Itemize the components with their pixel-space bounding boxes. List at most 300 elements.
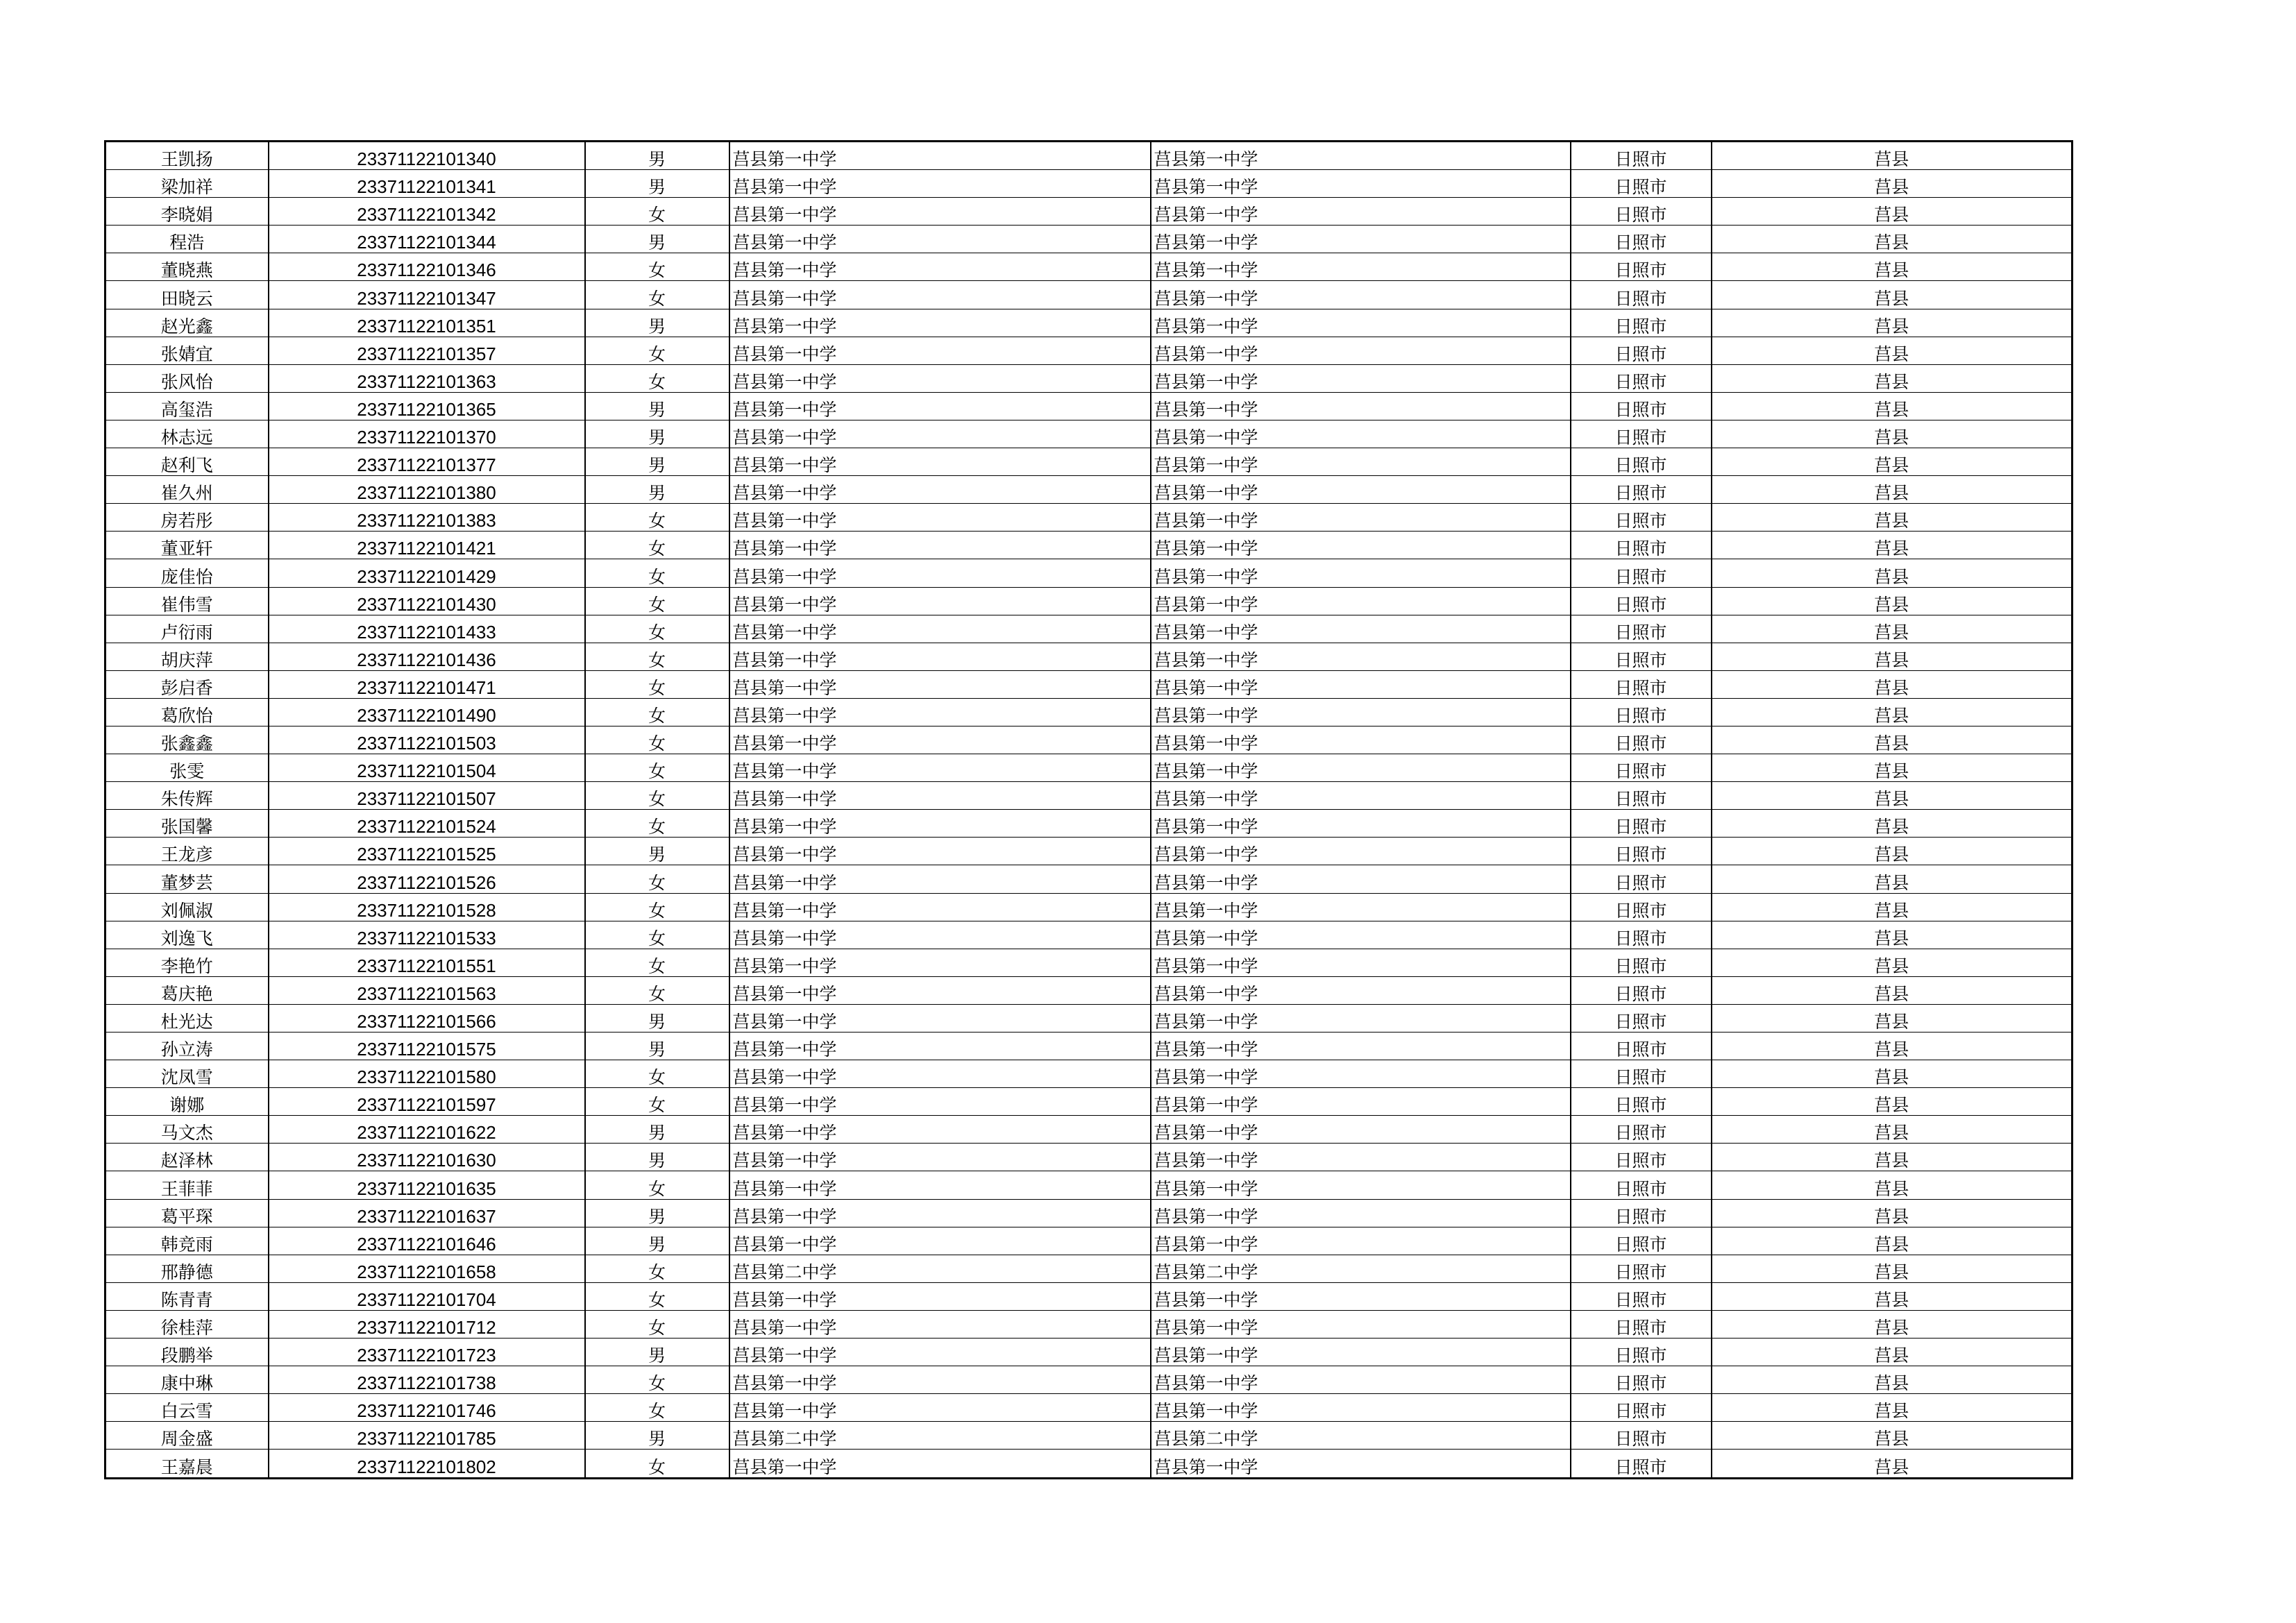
school-cell: 莒县第一中学: [729, 1227, 1151, 1255]
table-row: [105, 1004, 2073, 1032]
gender-cell: 女: [585, 782, 729, 810]
school-cell: 莒县第一中学: [729, 253, 1151, 281]
name-cell: 崔伟雪: [105, 587, 269, 615]
county-cell: 莒县: [1712, 476, 2073, 504]
gender-cell: 男: [585, 838, 729, 865]
exam-id-cell: 23371122101504: [269, 754, 585, 782]
exam-id-cell: 23371122101346: [269, 253, 585, 281]
table-row: [105, 1422, 2073, 1450]
gender-cell: 女: [585, 198, 729, 226]
exam-id-cell: 23371122101363: [269, 364, 585, 392]
county-cell: 莒县: [1712, 810, 2073, 838]
city-cell: 日照市: [1571, 392, 1712, 420]
exam-id-cell: 23371122101723: [269, 1339, 585, 1366]
county-cell: 莒县: [1712, 698, 2073, 726]
school-cell: 莒县第一中学: [729, 976, 1151, 1004]
gender-cell: 男: [585, 1004, 729, 1032]
gender-cell: 女: [585, 615, 729, 643]
gender-cell: 女: [585, 1394, 729, 1422]
graduation-school-cell: 莒县第二中学: [1151, 1255, 1571, 1282]
table-row: [105, 448, 2073, 476]
table-row: [105, 865, 2073, 893]
name-cell: 葛庆艳: [105, 976, 269, 1004]
graduation-school-cell: 莒县第一中学: [1151, 643, 1571, 670]
county-cell: 莒县: [1712, 1310, 2073, 1338]
name-cell: 邢静德: [105, 1255, 269, 1282]
city-cell: 日照市: [1571, 226, 1712, 253]
table-row: [105, 420, 2073, 448]
school-cell: 莒县第一中学: [729, 726, 1151, 754]
exam-id-cell: 23371122101357: [269, 337, 585, 364]
graduation-school-cell: 莒县第一中学: [1151, 364, 1571, 392]
school-cell: 莒县第二中学: [729, 1255, 1151, 1282]
graduation-school-cell: 莒县第一中学: [1151, 893, 1571, 921]
gender-cell: 男: [585, 1227, 729, 1255]
name-cell: 张鑫鑫: [105, 726, 269, 754]
table-body: [105, 142, 2073, 1479]
graduation-school-cell: 莒县第一中学: [1151, 1060, 1571, 1088]
county-cell: 莒县: [1712, 1450, 2073, 1478]
county-cell: 莒县: [1712, 1366, 2073, 1394]
school-cell: 莒县第一中学: [729, 1033, 1151, 1060]
city-cell: 日照市: [1571, 364, 1712, 392]
graduation-school-cell: 莒县第一中学: [1151, 1339, 1571, 1366]
county-cell: 莒县: [1712, 1144, 2073, 1171]
exam-id-cell: 23371122101635: [269, 1171, 585, 1199]
exam-id-cell: 23371122101580: [269, 1060, 585, 1088]
table-row: [105, 838, 2073, 865]
graduation-school-cell: 莒县第二中学: [1151, 1422, 1571, 1450]
exam-id-cell: 23371122101421: [269, 532, 585, 559]
county-cell: 莒县: [1712, 1033, 2073, 1060]
graduation-school-cell: 莒县第一中学: [1151, 1004, 1571, 1032]
city-cell: 日照市: [1571, 198, 1712, 226]
gender-cell: 女: [585, 1450, 729, 1478]
graduation-school-cell: 莒县第一中学: [1151, 559, 1571, 587]
graduation-school-cell: 莒县第一中学: [1151, 1144, 1571, 1171]
city-cell: 日照市: [1571, 726, 1712, 754]
county-cell: 莒县: [1712, 1282, 2073, 1310]
county-cell: 莒县: [1712, 893, 2073, 921]
name-cell: 王嘉晨: [105, 1450, 269, 1478]
gender-cell: 女: [585, 587, 729, 615]
school-cell: 莒县第一中学: [729, 1144, 1151, 1171]
city-cell: 日照市: [1571, 643, 1712, 670]
table-row: [105, 587, 2073, 615]
table-row: [105, 198, 2073, 226]
graduation-school-cell: 莒县第一中学: [1151, 170, 1571, 198]
exam-id-cell: 23371122101341: [269, 170, 585, 198]
exam-id-cell: 23371122101430: [269, 587, 585, 615]
name-cell: 王龙彦: [105, 838, 269, 865]
county-cell: 莒县: [1712, 1227, 2073, 1255]
name-cell: 房若彤: [105, 504, 269, 532]
city-cell: 日照市: [1571, 337, 1712, 364]
school-cell: 莒县第一中学: [729, 309, 1151, 337]
table-row: [105, 309, 2073, 337]
exam-id-cell: 23371122101566: [269, 1004, 585, 1032]
county-cell: 莒县: [1712, 643, 2073, 670]
city-cell: 日照市: [1571, 893, 1712, 921]
name-cell: 王凯扬: [105, 142, 269, 170]
county-cell: 莒县: [1712, 754, 2073, 782]
city-cell: 日照市: [1571, 170, 1712, 198]
city-cell: 日照市: [1571, 1116, 1712, 1144]
exam-id-cell: 23371122101351: [269, 309, 585, 337]
name-cell: 徐桂萍: [105, 1310, 269, 1338]
county-cell: 莒县: [1712, 1060, 2073, 1088]
exam-id-cell: 23371122101490: [269, 698, 585, 726]
name-cell: 马文杰: [105, 1116, 269, 1144]
school-cell: 莒县第一中学: [729, 1310, 1151, 1338]
gender-cell: 女: [585, 1060, 729, 1088]
table-row: [105, 1060, 2073, 1088]
city-cell: 日照市: [1571, 976, 1712, 1004]
county-cell: 莒县: [1712, 865, 2073, 893]
city-cell: 日照市: [1571, 587, 1712, 615]
gender-cell: 男: [585, 1033, 729, 1060]
table-row: [105, 364, 2073, 392]
school-cell: 莒县第一中学: [729, 838, 1151, 865]
school-cell: 莒县第一中学: [729, 1116, 1151, 1144]
city-cell: 日照市: [1571, 1144, 1712, 1171]
city-cell: 日照市: [1571, 253, 1712, 281]
name-cell: 彭启香: [105, 670, 269, 698]
city-cell: 日照市: [1571, 142, 1712, 170]
name-cell: 白云雪: [105, 1394, 269, 1422]
gender-cell: 女: [585, 253, 729, 281]
graduation-school-cell: 莒县第一中学: [1151, 1033, 1571, 1060]
name-cell: 陈青青: [105, 1282, 269, 1310]
graduation-school-cell: 莒县第一中学: [1151, 698, 1571, 726]
gender-cell: 男: [585, 448, 729, 476]
graduation-school-cell: 莒县第一中学: [1151, 504, 1571, 532]
graduation-school-cell: 莒县第一中学: [1151, 1088, 1571, 1116]
table-row: [105, 670, 2073, 698]
name-cell: 田晓云: [105, 281, 269, 309]
city-cell: 日照市: [1571, 949, 1712, 976]
gender-cell: 男: [585, 420, 729, 448]
gender-cell: 男: [585, 1422, 729, 1450]
exam-id-cell: 23371122101528: [269, 893, 585, 921]
table-row: [105, 754, 2073, 782]
exam-id-cell: 23371122101563: [269, 976, 585, 1004]
county-cell: 莒县: [1712, 142, 2073, 170]
graduation-school-cell: 莒县第一中学: [1151, 1282, 1571, 1310]
exam-id-cell: 23371122101597: [269, 1088, 585, 1116]
gender-cell: 女: [585, 754, 729, 782]
school-cell: 莒县第一中学: [729, 226, 1151, 253]
graduation-school-cell: 莒县第一中学: [1151, 1227, 1571, 1255]
school-cell: 莒县第一中学: [729, 810, 1151, 838]
table-row: [105, 1199, 2073, 1227]
school-cell: 莒县第一中学: [729, 504, 1151, 532]
table-row: [105, 1033, 2073, 1060]
city-cell: 日照市: [1571, 281, 1712, 309]
city-cell: 日照市: [1571, 1310, 1712, 1338]
school-cell: 莒县第一中学: [729, 1339, 1151, 1366]
graduation-school-cell: 莒县第一中学: [1151, 226, 1571, 253]
school-cell: 莒县第一中学: [729, 198, 1151, 226]
county-cell: 莒县: [1712, 1004, 2073, 1032]
exam-id-cell: 23371122101533: [269, 921, 585, 949]
school-cell: 莒县第一中学: [729, 559, 1151, 587]
school-cell: 莒县第二中学: [729, 1422, 1151, 1450]
county-cell: 莒县: [1712, 1422, 2073, 1450]
graduation-school-cell: 莒县第一中学: [1151, 448, 1571, 476]
graduation-school-cell: 莒县第一中学: [1151, 976, 1571, 1004]
exam-id-cell: 23371122101551: [269, 949, 585, 976]
city-cell: 日照市: [1571, 1255, 1712, 1282]
student-table: [104, 140, 2073, 1479]
gender-cell: 女: [585, 1171, 729, 1199]
table-row: [105, 1339, 2073, 1366]
gender-cell: 女: [585, 670, 729, 698]
name-cell: 刘逸飞: [105, 921, 269, 949]
gender-cell: 男: [585, 392, 729, 420]
graduation-school-cell: 莒县第一中学: [1151, 309, 1571, 337]
name-cell: 董亚轩: [105, 532, 269, 559]
exam-id-cell: 23371122101526: [269, 865, 585, 893]
gender-cell: 女: [585, 893, 729, 921]
name-cell: 赵光鑫: [105, 309, 269, 337]
exam-id-cell: 23371122101704: [269, 1282, 585, 1310]
graduation-school-cell: 莒县第一中学: [1151, 532, 1571, 559]
county-cell: 莒县: [1712, 337, 2073, 364]
city-cell: 日照市: [1571, 448, 1712, 476]
school-cell: 莒县第一中学: [729, 1171, 1151, 1199]
gender-cell: 男: [585, 1199, 729, 1227]
name-cell: 葛平琛: [105, 1199, 269, 1227]
gender-cell: 女: [585, 1255, 729, 1282]
school-cell: 莒县第一中学: [729, 865, 1151, 893]
name-cell: 韩竞雨: [105, 1227, 269, 1255]
school-cell: 莒县第一中学: [729, 532, 1151, 559]
city-cell: 日照市: [1571, 1088, 1712, 1116]
table-row: [105, 1450, 2073, 1478]
table-row: [105, 1255, 2073, 1282]
school-cell: 莒县第一中学: [729, 754, 1151, 782]
exam-id-cell: 23371122101746: [269, 1394, 585, 1422]
gender-cell: 男: [585, 170, 729, 198]
county-cell: 莒县: [1712, 170, 2073, 198]
county-cell: 莒县: [1712, 226, 2073, 253]
exam-id-cell: 23371122101429: [269, 559, 585, 587]
table-row: [105, 142, 2073, 170]
table-row: [105, 698, 2073, 726]
graduation-school-cell: 莒县第一中学: [1151, 865, 1571, 893]
name-cell: 刘佩淑: [105, 893, 269, 921]
county-cell: 莒县: [1712, 1088, 2073, 1116]
school-cell: 莒县第一中学: [729, 142, 1151, 170]
exam-id-cell: 23371122101524: [269, 810, 585, 838]
city-cell: 日照市: [1571, 420, 1712, 448]
city-cell: 日照市: [1571, 476, 1712, 504]
school-cell: 莒县第一中学: [729, 1060, 1151, 1088]
school-cell: 莒县第一中学: [729, 1282, 1151, 1310]
exam-id-cell: 23371122101344: [269, 226, 585, 253]
county-cell: 莒县: [1712, 615, 2073, 643]
city-cell: 日照市: [1571, 782, 1712, 810]
school-cell: 莒县第一中学: [729, 337, 1151, 364]
school-cell: 莒县第一中学: [729, 392, 1151, 420]
school-cell: 莒县第一中学: [729, 1199, 1151, 1227]
gender-cell: 女: [585, 532, 729, 559]
table-row: [105, 893, 2073, 921]
gender-cell: 男: [585, 1144, 729, 1171]
table-row: [105, 170, 2073, 198]
county-cell: 莒县: [1712, 587, 2073, 615]
county-cell: 莒县: [1712, 448, 2073, 476]
school-cell: 莒县第一中学: [729, 476, 1151, 504]
exam-id-cell: 23371122101340: [269, 142, 585, 170]
county-cell: 莒县: [1712, 782, 2073, 810]
graduation-school-cell: 莒县第一中学: [1151, 782, 1571, 810]
name-cell: 张国馨: [105, 810, 269, 838]
county-cell: 莒县: [1712, 392, 2073, 420]
exam-id-cell: 23371122101436: [269, 643, 585, 670]
table-row: [105, 1282, 2073, 1310]
city-cell: 日照市: [1571, 754, 1712, 782]
name-cell: 赵利飞: [105, 448, 269, 476]
graduation-school-cell: 莒县第一中学: [1151, 1366, 1571, 1394]
name-cell: 董晓燕: [105, 253, 269, 281]
table-row: [105, 1088, 2073, 1116]
gender-cell: 女: [585, 698, 729, 726]
gender-cell: 男: [585, 142, 729, 170]
table-row: [105, 1227, 2073, 1255]
gender-cell: 女: [585, 726, 729, 754]
county-cell: 莒县: [1712, 532, 2073, 559]
gender-cell: 女: [585, 1366, 729, 1394]
city-cell: 日照市: [1571, 1422, 1712, 1450]
school-cell: 莒县第一中学: [729, 643, 1151, 670]
table-row: [105, 976, 2073, 1004]
city-cell: 日照市: [1571, 1033, 1712, 1060]
table-row: [105, 476, 2073, 504]
table-row: [105, 1116, 2073, 1144]
graduation-school-cell: 莒县第一中学: [1151, 921, 1571, 949]
gender-cell: 女: [585, 281, 729, 309]
county-cell: 莒县: [1712, 949, 2073, 976]
exam-id-cell: 23371122101377: [269, 448, 585, 476]
exam-id-cell: 23371122101471: [269, 670, 585, 698]
table-row: [105, 949, 2073, 976]
exam-id-cell: 23371122101342: [269, 198, 585, 226]
exam-id-cell: 23371122101380: [269, 476, 585, 504]
school-cell: 莒县第一中学: [729, 170, 1151, 198]
name-cell: 庞佳怡: [105, 559, 269, 587]
city-cell: 日照市: [1571, 1199, 1712, 1227]
table-row: [105, 921, 2073, 949]
table-row: [105, 782, 2073, 810]
gender-cell: 男: [585, 226, 729, 253]
school-cell: 莒县第一中学: [729, 1004, 1151, 1032]
school-cell: 莒县第一中学: [729, 587, 1151, 615]
table-row: [105, 1144, 2073, 1171]
school-cell: 莒县第一中学: [729, 782, 1151, 810]
graduation-school-cell: 莒县第一中学: [1151, 337, 1571, 364]
name-cell: 朱传辉: [105, 782, 269, 810]
gender-cell: 女: [585, 921, 729, 949]
school-cell: 莒县第一中学: [729, 670, 1151, 698]
graduation-school-cell: 莒县第一中学: [1151, 420, 1571, 448]
name-cell: 张风怡: [105, 364, 269, 392]
name-cell: 李艳竹: [105, 949, 269, 976]
table-row: [105, 504, 2073, 532]
county-cell: 莒县: [1712, 1339, 2073, 1366]
county-cell: 莒县: [1712, 1255, 2073, 1282]
city-cell: 日照市: [1571, 838, 1712, 865]
table-row: [105, 532, 2073, 559]
graduation-school-cell: 莒县第一中学: [1151, 949, 1571, 976]
city-cell: 日照市: [1571, 1339, 1712, 1366]
county-cell: 莒县: [1712, 921, 2073, 949]
table-row: [105, 1394, 2073, 1422]
city-cell: 日照市: [1571, 1060, 1712, 1088]
school-cell: 莒县第一中学: [729, 448, 1151, 476]
gender-cell: 女: [585, 976, 729, 1004]
county-cell: 莒县: [1712, 1394, 2073, 1422]
table-row: [105, 337, 2073, 364]
name-cell: 王菲菲: [105, 1171, 269, 1199]
gender-cell: 男: [585, 1339, 729, 1366]
gender-cell: 女: [585, 337, 729, 364]
name-cell: 杜光达: [105, 1004, 269, 1032]
school-cell: 莒县第一中学: [729, 1088, 1151, 1116]
exam-id-cell: 23371122101433: [269, 615, 585, 643]
graduation-school-cell: 莒县第一中学: [1151, 726, 1571, 754]
city-cell: 日照市: [1571, 309, 1712, 337]
name-cell: 李晓娟: [105, 198, 269, 226]
graduation-school-cell: 莒县第一中学: [1151, 810, 1571, 838]
name-cell: 周金盛: [105, 1422, 269, 1450]
school-cell: 莒县第一中学: [729, 281, 1151, 309]
name-cell: 赵泽林: [105, 1144, 269, 1171]
graduation-school-cell: 莒县第一中学: [1151, 392, 1571, 420]
name-cell: 董梦芸: [105, 865, 269, 893]
name-cell: 张婧宜: [105, 337, 269, 364]
graduation-school-cell: 莒县第一中学: [1151, 281, 1571, 309]
table-row: [105, 253, 2073, 281]
name-cell: 林志远: [105, 420, 269, 448]
city-cell: 日照市: [1571, 698, 1712, 726]
school-cell: 莒县第一中学: [729, 615, 1151, 643]
county-cell: 莒县: [1712, 976, 2073, 1004]
name-cell: 谢娜: [105, 1088, 269, 1116]
school-cell: 莒县第一中学: [729, 949, 1151, 976]
gender-cell: 女: [585, 559, 729, 587]
county-cell: 莒县: [1712, 1171, 2073, 1199]
table-row: [105, 643, 2073, 670]
school-cell: 莒县第一中学: [729, 1450, 1151, 1478]
exam-id-cell: 23371122101630: [269, 1144, 585, 1171]
graduation-school-cell: 莒县第一中学: [1151, 253, 1571, 281]
table-row: [105, 615, 2073, 643]
graduation-school-cell: 莒县第一中学: [1151, 838, 1571, 865]
city-cell: 日照市: [1571, 1282, 1712, 1310]
county-cell: 莒县: [1712, 309, 2073, 337]
city-cell: 日照市: [1571, 1004, 1712, 1032]
gender-cell: 女: [585, 810, 729, 838]
graduation-school-cell: 莒县第一中学: [1151, 1171, 1571, 1199]
city-cell: 日照市: [1571, 559, 1712, 587]
gender-cell: 男: [585, 476, 729, 504]
exam-id-cell: 23371122101347: [269, 281, 585, 309]
table-row: [105, 726, 2073, 754]
county-cell: 莒县: [1712, 364, 2073, 392]
graduation-school-cell: 莒县第一中学: [1151, 1450, 1571, 1478]
